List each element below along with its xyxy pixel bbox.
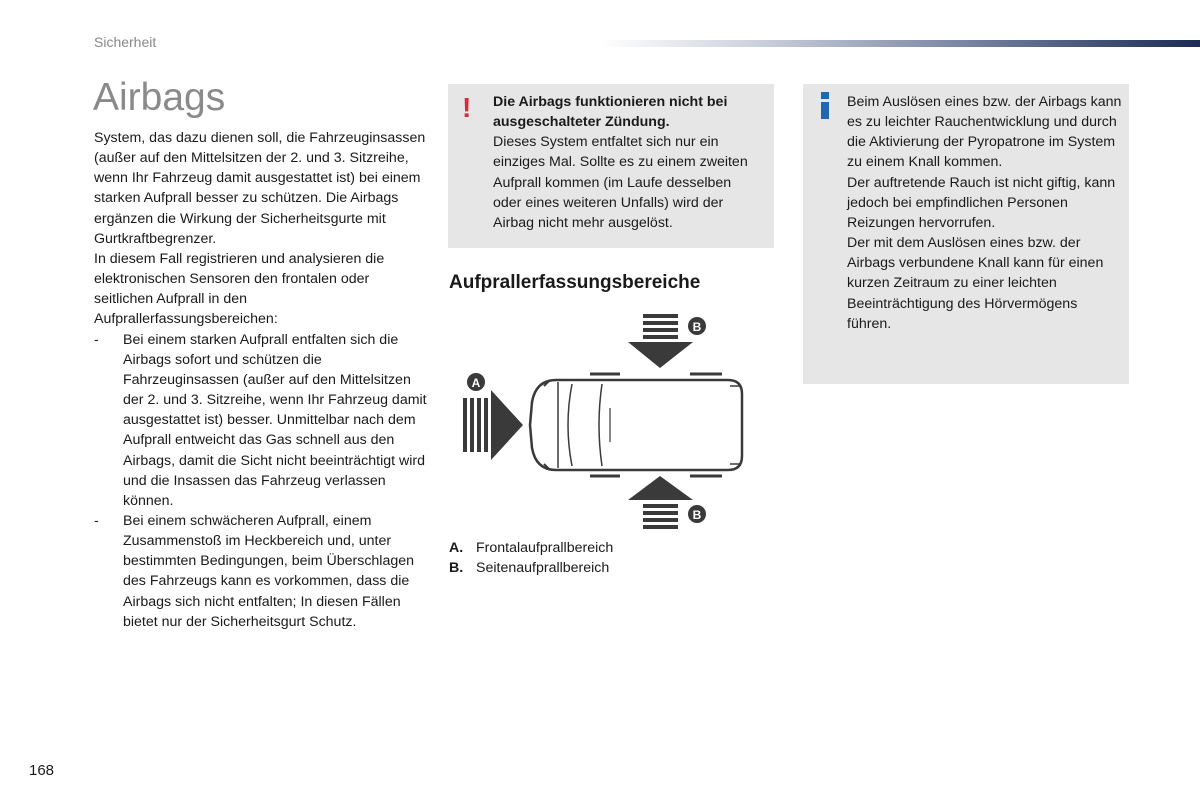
- zones-heading: Aufprallerfassungsbereiche: [449, 272, 701, 293]
- info-paragraph: Beim Auslösen eines bzw. der Airbags kann es zu leichter Rauchentwicklung und durch die Aktivierung der Pyropatrone im System zu einem Knall kommen.: [847, 94, 1122, 171]
- legend-text: Frontalaufprallbereich: [476, 540, 614, 556]
- label-b-bottom-icon: [688, 505, 706, 523]
- info-icon: [814, 90, 836, 120]
- legend-key: A.: [449, 540, 464, 556]
- info-paragraph: Der mit dem Auslösen eines bzw. der Airbags verbundene Knall kann für einen kurzen Zeitraum zu einer leichten Beeinträchtigung des Hörvermögens führen.: [847, 235, 1104, 332]
- side-impact-arrow-bottom: [628, 476, 693, 529]
- warning-text: [493, 92, 763, 233]
- side-impact-arrow-top: [628, 314, 693, 368]
- info-box: [803, 84, 1129, 384]
- intro-paragraph-2: In diesem Fall registrieren und analysieren die elektronischen Sensoren den frontalen oder seitlichen Aufprall in den Aufprallerfassungsbereichen:: [94, 250, 385, 328]
- warning-box: [448, 84, 774, 248]
- legend-key: B.: [449, 560, 464, 577]
- page-number: 168: [29, 762, 55, 779]
- vehicle-top-view: [530, 374, 742, 476]
- list-dash: -: [94, 331, 99, 348]
- intro-paragraph: System, das dazu dienen soll, die Fahrzeuginsassen (außer auf den Mittelsitzen der 2. und 3. Sitzreihe, wenn Ihr Fahrzeug damit ausgestattet ist) bei einem starken Aufprall besser zu schützen. Die Airbags ergänzen die Wirkung der Sicherheitsgurte mit Gurtkraftbegrenzer.: [94, 130, 426, 247]
- warning-icon: !: [462, 92, 472, 123]
- label-b-top: B: [692, 320, 702, 334]
- label-a: A: [471, 376, 481, 390]
- legend-item: [449, 558, 613, 578]
- header-gradient-bar: [600, 40, 1200, 47]
- section-header: Sicherheit: [94, 34, 157, 50]
- main-text-column: [94, 128, 430, 632]
- list-item: [94, 511, 430, 632]
- label-b-top-icon: [688, 317, 706, 335]
- label-a-icon: [467, 373, 485, 391]
- impact-zones-diagram: [460, 308, 760, 530]
- list-dash: -: [94, 512, 99, 529]
- diagram-legend: [449, 538, 613, 578]
- front-impact-arrow: [463, 390, 523, 460]
- legend-item: [449, 538, 613, 558]
- list-item-text: Bei einem starken Aufprall entfalten sich die Airbags sofort und schützen die Fahrzeuginsassen (außer auf den Mittelsitzen der 2. und 3. Sitzreihe, wenn Ihr Fahrzeug damit ausgestattet ist) besser. Unmittelbar nach dem Aufprall entweicht das Gas schnell aus den Airbags, damit die Sicht nicht beeinträchtigt wird und die Insassen das Fahrzeug verlassen können.: [123, 331, 427, 509]
- list-item-text: Bei einem schwächeren Aufprall, einem Zusammenstoß im Heckbereich und, unter bestimmten Bedingungen, beim Überschlagen des Fahrzeugs kann es vorkommen, dass die Airbags sich nicht entfalten; In diesen Fällen bietet nur der Sicherheitsgurt Schutz.: [123, 512, 415, 630]
- info-paragraph: Der auftretende Rauch ist nicht giftig, kann jedoch bei empfindlichen Personen Reizungen hervorrufen.: [847, 174, 1116, 231]
- page-title: Airbags: [93, 76, 226, 119]
- label-b-bottom: B: [692, 508, 702, 522]
- info-text: [847, 92, 1123, 334]
- list-item: [94, 330, 430, 511]
- legend-text: Seitenaufprallbereich: [476, 560, 610, 577]
- warning-title: Die Airbags funktionieren nicht bei ausgeschalteter Zündung.: [493, 94, 728, 131]
- warning-body: Dieses System entfaltet sich nur ein einziges Mal. Sollte es zu einem zweiten Aufprall kommen (im Laufe desselben oder eines weiteren Unfalls) wird der Airbag nicht mehr ausgelöst.: [493, 134, 748, 231]
